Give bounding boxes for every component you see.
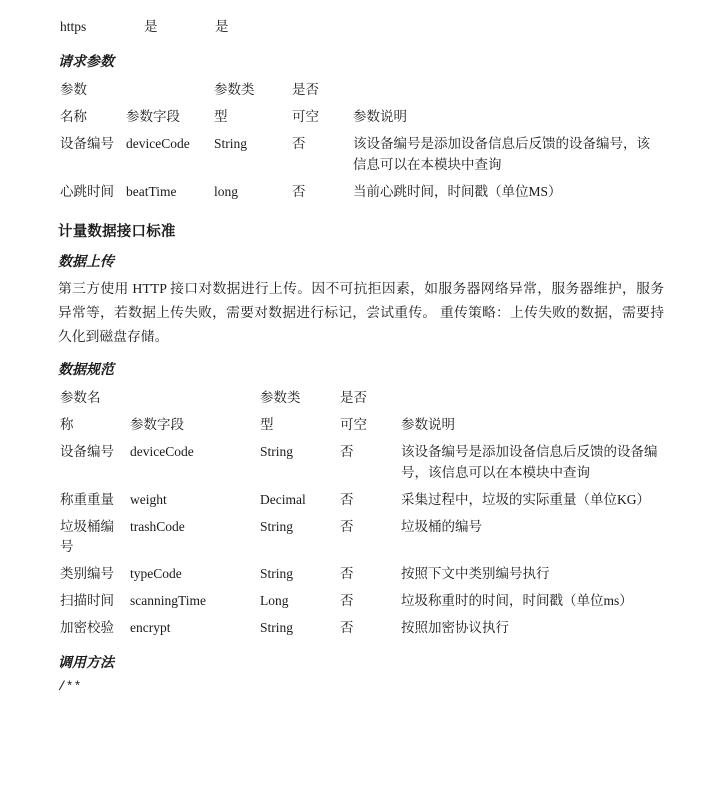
table-header-row-2 bbox=[58, 104, 664, 131]
table-row bbox=[58, 131, 664, 179]
header-field-spacer bbox=[128, 385, 258, 412]
header-desc: 参数说明 bbox=[353, 108, 407, 124]
request-params-table bbox=[58, 77, 664, 206]
request-params-heading: 请求参数 bbox=[58, 54, 114, 70]
row-field: scanningTime bbox=[130, 593, 207, 609]
table-header-row-1 bbox=[58, 77, 664, 104]
row-nullable: 否 bbox=[340, 518, 354, 534]
row-field: deviceCode bbox=[130, 443, 194, 459]
row-name: 心跳时间 bbox=[60, 183, 114, 199]
row-name: 设备编号 bbox=[60, 135, 114, 151]
row-field: deviceCode bbox=[126, 135, 190, 151]
row-name: 类别编号 bbox=[60, 566, 114, 582]
code-block-start: /** bbox=[58, 679, 82, 695]
row-desc: 采集过程中，垃圾的实际重量（单位KG） bbox=[401, 491, 650, 507]
row-type: String bbox=[260, 518, 294, 534]
header-field: 参数字段 bbox=[130, 416, 184, 432]
row-field: trashCode bbox=[130, 518, 185, 534]
header-nullable-line2: 可空 bbox=[340, 416, 367, 432]
header-type-line2: 型 bbox=[214, 108, 228, 124]
table-row bbox=[58, 487, 664, 514]
row-desc: 该设备编号是添加设备信息后反馈的设备编号，该信息可以在本模块中查询 bbox=[401, 443, 658, 480]
row-name: 设备编号 bbox=[60, 443, 114, 459]
row-desc: 垃圾称重时的时间，时间戳（单位ms） bbox=[401, 593, 633, 609]
protocol-col2-cell: 是 bbox=[144, 19, 158, 34]
row-field: weight bbox=[130, 491, 167, 507]
row-name: 扫描时间 bbox=[60, 593, 114, 609]
table-row bbox=[58, 439, 664, 487]
row-desc: 按照下文中类别编号执行 bbox=[401, 566, 550, 582]
section-title: 计量数据接口标准 bbox=[58, 223, 176, 240]
header-name-line1: 参数 bbox=[60, 81, 87, 97]
row-field: beatTime bbox=[126, 183, 177, 199]
protocol-col3-cell: 是 bbox=[215, 19, 229, 34]
header-field-spacer bbox=[124, 77, 212, 104]
row-type: long bbox=[214, 183, 239, 199]
row-desc: 按照加密协议执行 bbox=[401, 620, 509, 636]
table-row bbox=[58, 179, 664, 206]
row-type: String bbox=[260, 443, 294, 459]
data-upload-paragraph: 第三方使用 HTTP 接口对数据进行上传。因不可抗拒因素，如服务器网络异常，服务器维护，服务异常等，若数据上传失败，需要对数据进行标记，尝试重传。 重传策略：上传失败的数据，需要持久化到磁盘存储。 bbox=[58, 280, 664, 344]
protocol-cell: https bbox=[60, 19, 87, 34]
row-type: String bbox=[260, 620, 294, 636]
header-name-line2: 名称 bbox=[60, 108, 87, 124]
header-nullable-line1: 是否 bbox=[340, 389, 367, 405]
table-row bbox=[58, 561, 664, 588]
row-nullable: 否 bbox=[340, 443, 354, 459]
table-row bbox=[58, 615, 664, 642]
data-spec-heading: 数据规范 bbox=[58, 362, 114, 378]
table-header-row-1 bbox=[58, 385, 664, 412]
row-desc: 当前心跳时间，时间戳（单位MS） bbox=[353, 183, 562, 199]
header-desc-spacer bbox=[351, 77, 664, 104]
row-nullable: 否 bbox=[340, 491, 354, 507]
table-row bbox=[58, 514, 664, 562]
header-desc-spacer bbox=[399, 385, 664, 412]
data-upload-heading: 数据上传 bbox=[58, 254, 114, 270]
row-field: typeCode bbox=[130, 566, 182, 582]
header-type-line1: 参数类 bbox=[214, 81, 255, 97]
row-nullable: 否 bbox=[292, 135, 306, 151]
row-nullable: 否 bbox=[340, 620, 354, 636]
header-name-line1: 参数名 bbox=[60, 389, 101, 405]
row-type: Decimal bbox=[260, 491, 306, 507]
header-type-line2: 型 bbox=[260, 416, 274, 432]
row-nullable: 否 bbox=[340, 593, 354, 609]
call-method-heading: 调用方法 bbox=[58, 656, 114, 672]
row-nullable: 否 bbox=[292, 183, 306, 199]
row-desc: 垃圾桶的编号 bbox=[401, 518, 482, 534]
header-type-line1: 参数类 bbox=[260, 389, 301, 405]
header-nullable-line1: 是否 bbox=[292, 81, 319, 97]
header-desc: 参数说明 bbox=[401, 416, 455, 432]
header-nullable-line2: 可空 bbox=[292, 108, 319, 124]
row-desc: 该设备编号是添加设备信息后反馈的设备编号，该信息可以在本模块中查询 bbox=[353, 135, 650, 172]
header-name-line2: 称 bbox=[60, 416, 74, 432]
row-field: encrypt bbox=[130, 620, 171, 636]
row-name: 称重重量 bbox=[60, 491, 114, 507]
header-field: 参数字段 bbox=[126, 108, 180, 124]
row-type: String bbox=[214, 135, 248, 151]
protocol-row-table bbox=[58, 14, 664, 41]
row-nullable: 否 bbox=[340, 566, 354, 582]
table-row bbox=[58, 588, 664, 615]
row-name: 垃圾桶编号 bbox=[60, 518, 114, 555]
table-header-row-2 bbox=[58, 412, 664, 439]
table-row bbox=[58, 14, 664, 41]
row-name: 加密校验 bbox=[60, 620, 114, 636]
row-type: Long bbox=[260, 593, 289, 609]
row-type: String bbox=[260, 566, 294, 582]
data-spec-table bbox=[58, 385, 664, 642]
